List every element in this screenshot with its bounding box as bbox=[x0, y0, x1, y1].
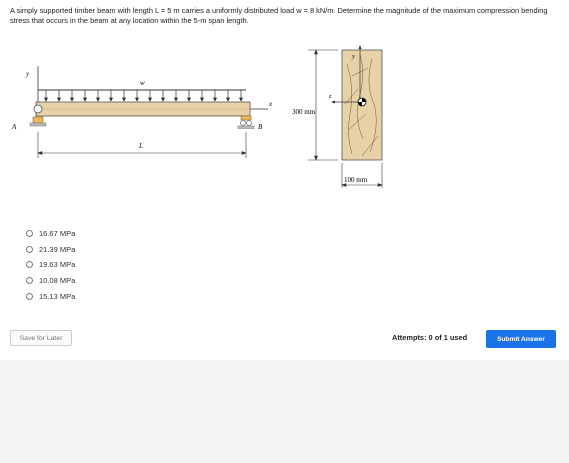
save-for-later-button[interactable]: Save for Later bbox=[10, 330, 72, 346]
radio-button[interactable] bbox=[26, 246, 33, 253]
section-y-arrow bbox=[359, 45, 362, 49]
height-dim-label: 300 mm bbox=[292, 108, 316, 116]
width-dim-label: 100 mm bbox=[344, 176, 368, 184]
answer-option[interactable] bbox=[26, 273, 75, 289]
answer-option-label: 21.39 MPa bbox=[39, 244, 76, 254]
roller-support-b bbox=[238, 116, 254, 129]
radio-button[interactable] bbox=[26, 230, 33, 237]
label-a: A bbox=[12, 123, 17, 131]
answer-option-label: 16.67 MPa bbox=[39, 229, 76, 239]
submit-answer-button[interactable]: Submit Answer bbox=[486, 330, 556, 348]
label-w: w bbox=[140, 79, 145, 87]
radio-button[interactable] bbox=[26, 293, 33, 300]
load-arrows bbox=[45, 90, 243, 101]
answer-option[interactable] bbox=[26, 257, 75, 273]
beam-figure bbox=[0, 44, 569, 194]
answer-option-label: 10.08 MPa bbox=[39, 276, 76, 286]
answer-option-label: 15.13 MPa bbox=[39, 291, 76, 301]
radio-button[interactable] bbox=[26, 277, 33, 284]
answer-option[interactable] bbox=[26, 242, 75, 258]
attempts-counter: Attempts: 0 of 1 used bbox=[392, 333, 468, 342]
centroid-icon bbox=[358, 98, 366, 106]
label-y: y bbox=[26, 70, 30, 78]
label-l: L bbox=[139, 142, 143, 150]
label-b: B bbox=[258, 123, 263, 131]
label-x: x bbox=[269, 100, 273, 108]
label-y-section: y bbox=[352, 53, 355, 60]
answer-option-label: 19.63 MPa bbox=[39, 260, 76, 270]
height-dimension bbox=[308, 50, 338, 160]
answer-choices bbox=[26, 226, 75, 304]
section-z-arrow bbox=[331, 101, 335, 104]
answer-option[interactable] bbox=[26, 226, 75, 242]
answer-option[interactable] bbox=[26, 288, 75, 304]
question-text: A simply supported timber beam with length L = 5 m carries a uniformly distributed load w = 8 kN/m. Determine the magnitude of the maximum compression bending stress that occurs in the beam at any location within the 5-m span length. bbox=[10, 6, 548, 26]
radio-button[interactable] bbox=[26, 261, 33, 268]
label-z: z bbox=[329, 93, 332, 100]
